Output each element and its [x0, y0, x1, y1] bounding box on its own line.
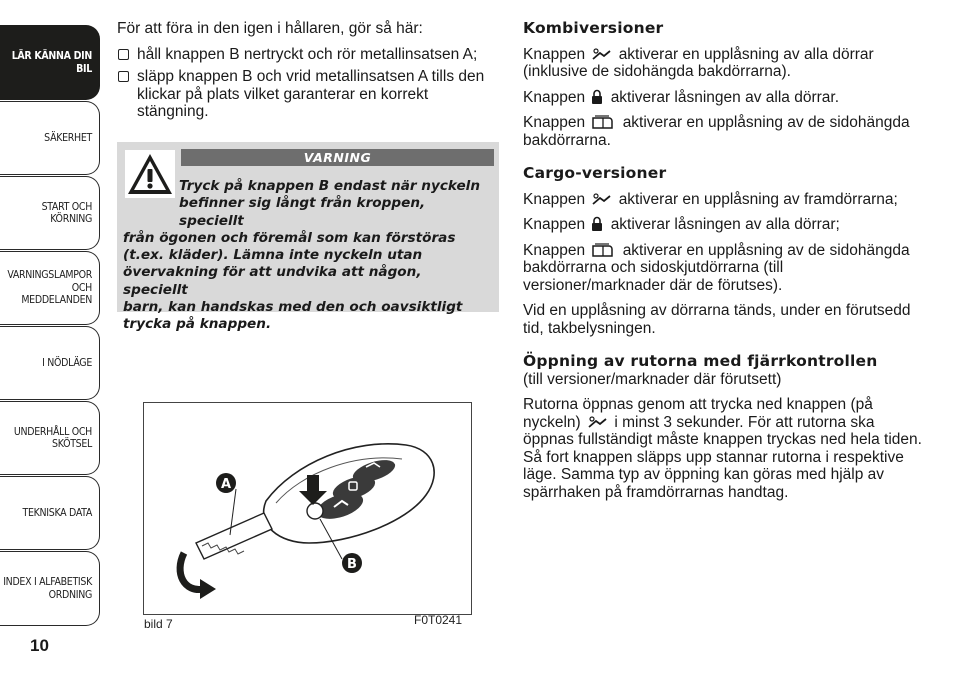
key-illustration	[144, 403, 471, 614]
paragraph	[523, 242, 923, 295]
page-number: 10	[30, 636, 49, 655]
heading-cargo-versioner: Cargo-versioner	[523, 164, 667, 182]
text: Knappen	[523, 45, 586, 63]
text: Knappen	[523, 190, 586, 208]
tab-underhall-och-skotsel[interactable]	[0, 401, 100, 475]
paragraph	[523, 89, 923, 107]
warning-line: Tryck på knappen B endast när nyckeln	[179, 178, 481, 194]
tab-label: VARNINGSLAMPOR	[7, 269, 92, 282]
rear-doors-icon	[591, 242, 615, 258]
key-unlock-icon	[587, 416, 607, 430]
warning-box	[117, 142, 499, 333]
warning-line: trycka på knappen.	[123, 316, 272, 333]
text: aktiverar en upplåsning av de sidohängda bakdörrarna.	[523, 114, 910, 149]
text: Knappen	[523, 88, 586, 106]
list-item	[117, 68, 502, 121]
tab-label: MEDDELANDEN	[21, 294, 92, 307]
tab-index-i-alfabetisk-ordning[interactable]	[0, 551, 100, 626]
text: aktiverar låsningen av alla dörrar.	[610, 88, 840, 106]
text: Knappen	[523, 114, 586, 131]
paragraph	[523, 114, 923, 149]
bullet-text: håll knappen B nertryckt och rör metallinsatsen A;	[137, 45, 478, 63]
tab-label: KÖRNING	[50, 213, 92, 225]
warning-line: (t.ex. kläder). Lämna inte nyckeln utan	[123, 247, 423, 264]
left-column	[117, 20, 502, 126]
tab-lar-kanna-din-bil[interactable]	[0, 25, 100, 100]
tab-label: INDEX I ALFABETISK	[3, 576, 92, 588]
padlock-icon	[591, 216, 603, 232]
label-a: A	[220, 477, 232, 492]
checkbox-bullet-icon	[118, 49, 129, 60]
tab-label: START OCH	[41, 200, 92, 213]
tab-sakerhet[interactable]	[0, 101, 100, 175]
checkbox-bullet-icon	[118, 71, 129, 82]
tab-label: OCH	[71, 281, 92, 294]
paragraph: Vid en upplåsning av dörrarna tänds, under en förutsedd tid, takbelysningen.	[523, 302, 911, 337]
text: i minst 3 sekunder. För att rutorna ska öppnas fullständigt måste knappen tryckas ned hela tiden. Så fort knappen släpps upp stannar rutorna i respektive läge. Samma typ av öppning kan göras med hjälp av spärrhaken på framdörrarnas handtag.	[523, 413, 922, 501]
tab-label: SÄKERHET	[44, 131, 92, 144]
figure-caption: bild 7	[144, 617, 173, 631]
tab-label: I NÖDLÄGE	[42, 356, 92, 369]
paragraph	[523, 46, 923, 81]
tab-label: ORDNING	[48, 588, 92, 601]
bullet-text: släpp knappen B och vrid metallinsatsen A tills den klickar på plats vilket garanterar en korrekt stängning.	[137, 68, 485, 120]
heading-kombiversioner: Kombiversioner	[523, 19, 664, 37]
text: aktiverar en upplåsning av alla dörrar (inklusive de sidohängda bakdörrarna).	[523, 45, 874, 80]
warning-heading: VARNING	[181, 149, 494, 166]
label-b: B	[347, 557, 357, 572]
warning-line: befinner sig långt från kroppen, speciellt	[179, 195, 426, 229]
paragraph	[523, 216, 923, 234]
list-item	[117, 46, 502, 64]
heading-oppning-av-rutorna: Öppning av rutorna med fjärrkontrollen	[523, 352, 878, 370]
right-column	[523, 20, 923, 509]
text: Knappen	[523, 241, 586, 259]
subheading: (till versioner/marknader där förutsett)	[523, 370, 782, 388]
warning-line: övervakning för att undvika att någon, speciellt	[123, 264, 422, 298]
warning-line: barn, kan handskas med den och oavsiktligt	[123, 299, 463, 316]
key-figure	[143, 402, 472, 615]
text: Knappen	[523, 216, 586, 233]
warning-text	[117, 178, 489, 334]
text: aktiverar en upplåsning av de sidohängda bakdörrarna och sidoskjutdörrarna (till versioner/marknader där de förutses).	[523, 241, 910, 294]
figure-code: F0T0241	[414, 613, 463, 627]
tab-label: TEKNISKA DATA	[22, 506, 92, 519]
tab-varningslampor[interactable]	[0, 251, 100, 325]
tab-label: LÄR KÄNNA DIN	[11, 50, 92, 62]
key-unlock-icon	[591, 48, 611, 62]
tab-label: SKÖTSEL	[52, 438, 92, 450]
intro-text: För att föra in den igen i hållaren, gör så här:	[117, 20, 423, 37]
padlock-icon	[591, 89, 603, 105]
text: aktiverar en upplåsning av framdörrarna;	[618, 190, 898, 208]
key-unlock-icon	[591, 193, 611, 207]
tab-label: BIL	[76, 62, 92, 75]
tab-label: UNDERHÅLL OCH	[13, 425, 92, 438]
warning-line: från ögonen och föremål som kan förstöras	[123, 229, 456, 246]
rear-doors-icon	[591, 114, 615, 130]
tab-tekniska-data[interactable]	[0, 476, 100, 550]
text: aktiverar låsningen av alla dörrar;	[610, 216, 840, 233]
paragraph	[523, 396, 923, 501]
tab-start-och-korning[interactable]	[0, 176, 100, 250]
text: Rutorna öppnas genom att trycka ned knappen (på nyckeln)	[523, 396, 873, 431]
paragraph	[523, 191, 923, 209]
tab-i-nodlage[interactable]	[0, 326, 100, 400]
